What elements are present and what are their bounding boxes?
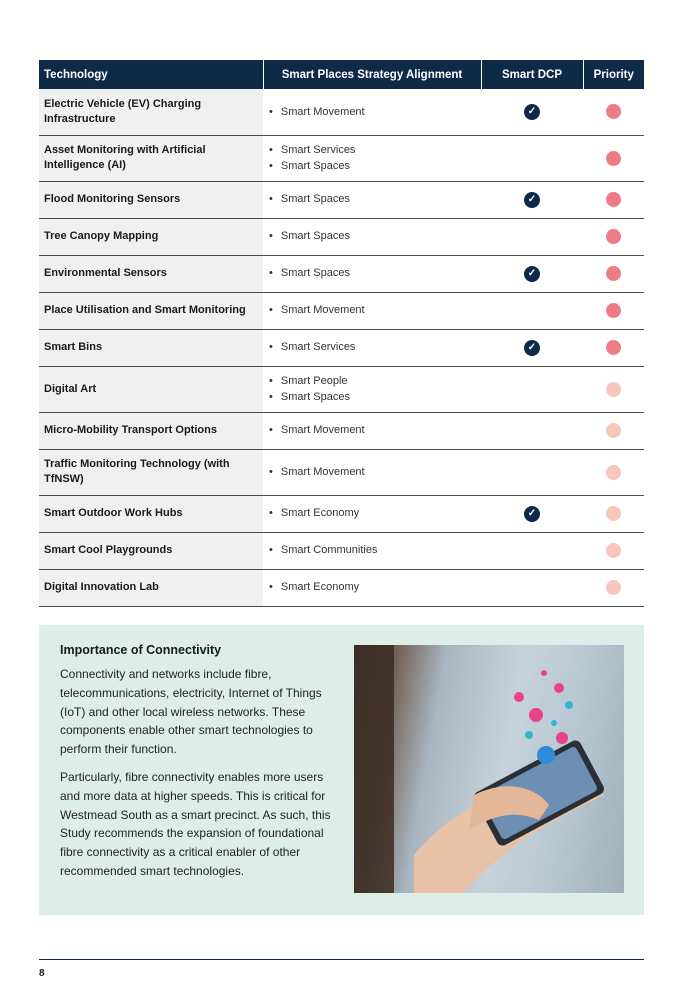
check-circle-icon: ✓ (524, 506, 540, 522)
table-body (39, 89, 644, 606)
alignment-item: • Smart Movement (269, 422, 481, 439)
alignment-list (269, 505, 481, 522)
footer-rule (39, 959, 644, 960)
alignment-item: • Smart Services (269, 339, 481, 356)
check-circle-icon: ✓ (524, 340, 540, 356)
alignment-list (269, 373, 481, 406)
priority-dot-icon (606, 423, 621, 438)
technology-table (39, 60, 644, 607)
alignment-item: • Smart Communities (269, 542, 481, 559)
technology-name: Micro-Mobility Transport Options (39, 412, 263, 449)
table-row (39, 532, 644, 569)
alignment-cell (263, 412, 481, 449)
priority-cell (583, 329, 644, 366)
alignment-cell (263, 135, 481, 181)
alignment-list (269, 579, 481, 596)
alignment-item: • Smart Services (269, 142, 481, 159)
technology-name: Place Utilisation and Smart Monitoring (39, 292, 263, 329)
connectivity-callout (39, 625, 644, 915)
header-alignment: Smart Places Strategy Alignment (263, 60, 481, 89)
alignment-list (269, 542, 481, 559)
alignment-item: • Smart Spaces (269, 191, 481, 208)
alignment-list (269, 228, 481, 245)
smart-dcp-cell (481, 135, 583, 181)
callout-paragraph-2: Particularly, fibre connectivity enables more users and more data at higher speeds. This is critical for Westmead South as a smart precinct. As such, this Study recommends the expansion of foundational fibre connectivity as a critical enabler of other recommended smart technologies. (60, 770, 331, 878)
table-row (39, 449, 644, 495)
alignment-item: • Smart Economy (269, 505, 481, 522)
technology-name: Flood Monitoring Sensors (39, 181, 263, 218)
priority-cell (583, 495, 644, 532)
priority-cell (583, 532, 644, 569)
alignment-cell (263, 255, 481, 292)
priority-cell (583, 412, 644, 449)
alignment-item: • Smart Spaces (269, 265, 481, 282)
table-row (39, 329, 644, 366)
priority-cell (583, 449, 644, 495)
smart-dcp-cell (481, 366, 583, 412)
priority-cell (583, 366, 644, 412)
alignment-item: • Smart Spaces (269, 158, 481, 175)
check-circle-icon: ✓ (524, 192, 540, 208)
priority-cell (583, 135, 644, 181)
priority-dot-icon (606, 382, 621, 397)
alignment-item: • Smart People (269, 373, 481, 390)
alignment-cell (263, 292, 481, 329)
priority-dot-icon (606, 303, 621, 318)
technology-name: Electric Vehicle (EV) Charging Infrastructure (39, 89, 263, 135)
priority-dot-icon (606, 151, 621, 166)
alignment-cell (263, 218, 481, 255)
check-circle-icon: ✓ (524, 104, 540, 120)
priority-dot-icon (606, 465, 621, 480)
alignment-list (269, 104, 481, 121)
alignment-cell (263, 181, 481, 218)
alignment-item: • Smart Movement (269, 464, 481, 481)
technology-name: Traffic Monitoring Technology (with TfNSW) (39, 449, 263, 495)
technology-name: Digital Innovation Lab (39, 569, 263, 606)
table-row (39, 181, 644, 218)
technology-name: Smart Cool Playgrounds (39, 532, 263, 569)
table-row (39, 255, 644, 292)
callout-paragraph-1: Connectivity and networks include fibre, telecommunications, electricity, Internet of Things (IoT) and other local wireless networks. These components enable other smart technologies to perform their function. (60, 667, 322, 757)
smart-dcp-cell (481, 569, 583, 606)
smart-dcp-cell (481, 449, 583, 495)
header-technology: Technology (39, 60, 263, 89)
smart-dcp-cell (481, 532, 583, 569)
priority-dot-icon (606, 266, 621, 281)
alignment-item: • Smart Spaces (269, 228, 481, 245)
table-row (39, 495, 644, 532)
smart-dcp-cell (481, 181, 583, 218)
alignment-list (269, 191, 481, 208)
header-priority: Priority (583, 60, 644, 89)
priority-dot-icon (606, 580, 621, 595)
table-row (39, 135, 644, 181)
smart-dcp-cell (481, 89, 583, 135)
alignment-cell (263, 366, 481, 412)
smart-dcp-cell (481, 218, 583, 255)
alignment-cell (263, 89, 481, 135)
smart-dcp-cell (481, 255, 583, 292)
alignment-item: • Smart Movement (269, 104, 481, 121)
technology-name: Digital Art (39, 366, 263, 412)
table-row (39, 412, 644, 449)
priority-cell (583, 292, 644, 329)
priority-dot-icon (606, 543, 621, 558)
alignment-cell (263, 569, 481, 606)
technology-name: Smart Outdoor Work Hubs (39, 495, 263, 532)
smartphone-illustration (354, 645, 624, 893)
alignment-cell (263, 329, 481, 366)
priority-cell (583, 89, 644, 135)
alignment-list (269, 464, 481, 481)
alignment-item: • Smart Economy (269, 579, 481, 596)
priority-dot-icon (606, 192, 621, 207)
priority-cell (583, 181, 644, 218)
header-smart-dcp: Smart DCP (481, 60, 583, 89)
priority-dot-icon (606, 340, 621, 355)
technology-name: Asset Monitoring with Artificial Intelligence (AI) (39, 135, 263, 181)
table-row (39, 89, 644, 135)
alignment-list (269, 265, 481, 282)
priority-cell (583, 218, 644, 255)
table-row (39, 569, 644, 606)
alignment-item: • Smart Spaces (269, 389, 481, 406)
page-number: 8 (39, 968, 45, 979)
alignment-list (269, 302, 481, 319)
smart-dcp-cell (481, 292, 583, 329)
table-row (39, 292, 644, 329)
alignment-cell (263, 449, 481, 495)
priority-cell (583, 255, 644, 292)
technology-name: Smart Bins (39, 329, 263, 366)
priority-dot-icon (606, 229, 621, 244)
alignment-cell (263, 495, 481, 532)
callout-title: Importance of Connectivity (60, 643, 222, 657)
smart-dcp-cell (481, 495, 583, 532)
alignment-list (269, 339, 481, 356)
priority-cell (583, 569, 644, 606)
table-row (39, 218, 644, 255)
alignment-cell (263, 532, 481, 569)
alignment-list (269, 422, 481, 439)
table-header-row (39, 60, 644, 89)
priority-dot-icon (606, 506, 621, 521)
technology-name: Environmental Sensors (39, 255, 263, 292)
table-row (39, 366, 644, 412)
smart-dcp-cell (481, 329, 583, 366)
alignment-item: • Smart Movement (269, 302, 481, 319)
check-circle-icon: ✓ (524, 266, 540, 282)
smart-dcp-cell (481, 412, 583, 449)
alignment-list (269, 142, 481, 175)
technology-name: Tree Canopy Mapping (39, 218, 263, 255)
smartphone-photo (354, 645, 624, 893)
priority-dot-icon (606, 104, 621, 119)
